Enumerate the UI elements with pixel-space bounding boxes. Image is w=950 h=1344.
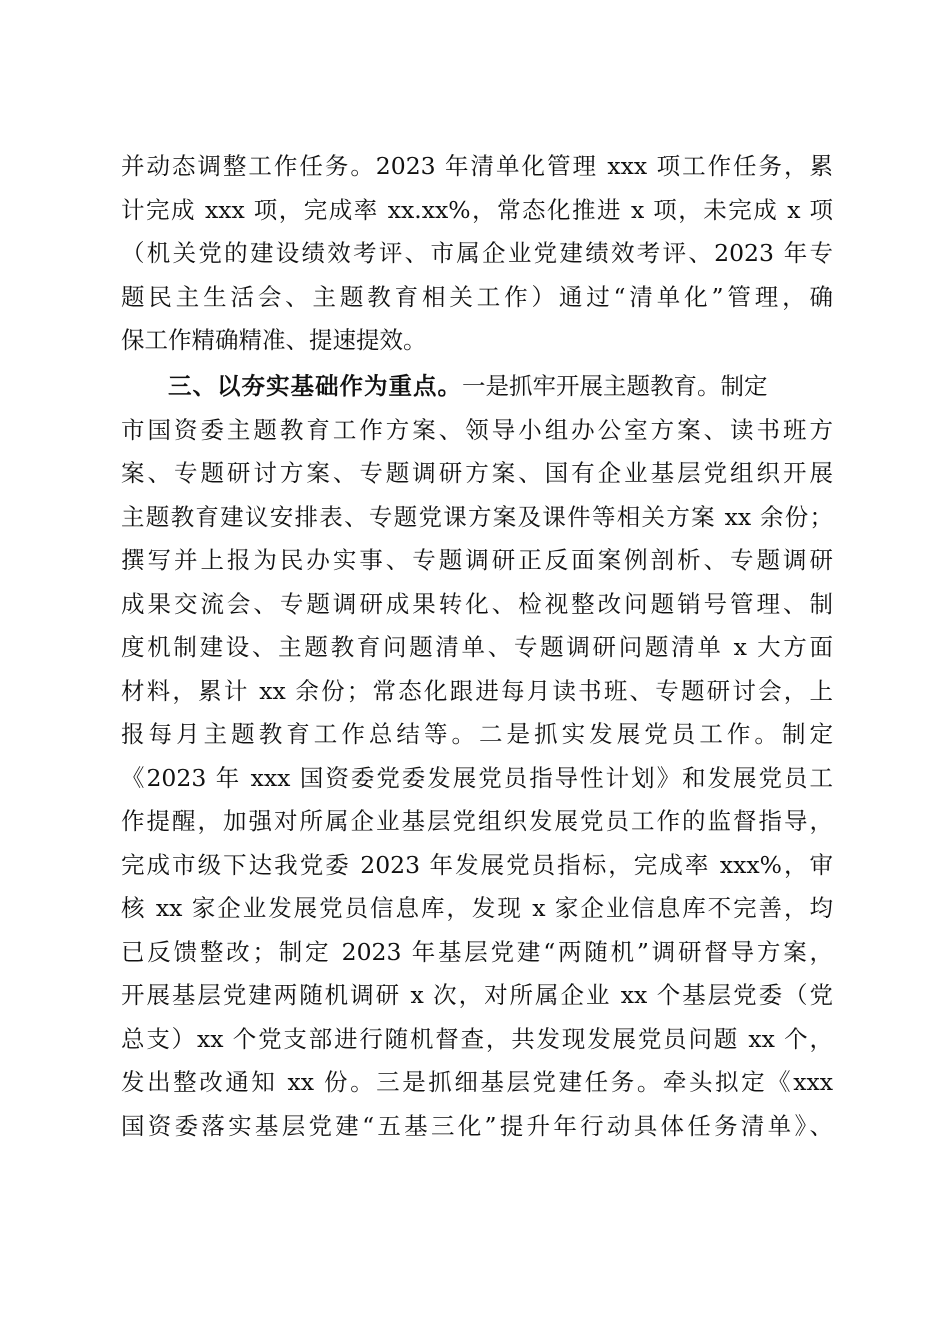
paragraph-line: 《2023 年 xxx 国资委党委发展党员指导性计划》和发展党员工 bbox=[121, 763, 833, 792]
section-3-first-line bbox=[121, 365, 833, 409]
paragraph-line: 国资委落实基层党建“五基三化”提升年行动具体任务清单》、 bbox=[121, 1111, 833, 1140]
paragraph-line: 开展基层党建两随机调研 x 次，对所属企业 xx 个基层党委（党 bbox=[121, 981, 833, 1009]
paragraph-line: 材料，累计 xx 余份；常态化跟进每月读书班、专题研讨会，上 bbox=[121, 676, 833, 705]
paragraph-line: 并动态调整工作任务。2023 年清单化管理 xxx 项工作任务，累 bbox=[121, 152, 833, 180]
paragraph-line: 题民主生活会、主题教育相关工作）通过“清单化”管理，确 bbox=[121, 282, 833, 311]
paragraph-line: 完成市级下达我党委 2023 年发展党员指标，完成率 xxx%，审 bbox=[121, 850, 833, 879]
paragraph-line: （机关党的建设绩效考评、市属企业党建绩效考评、2023 年专 bbox=[121, 239, 833, 267]
section-3-first-line-text: 一是抓牢开展主题教育。制定 bbox=[462, 372, 768, 400]
paragraph-line: 报每月主题教育工作总结等。二是抓实发展党员工作。制定 bbox=[121, 720, 833, 748]
paragraph-line: 撰写并上报为民办实事、专题调研正反面案例剖析、专题调研 bbox=[121, 546, 833, 574]
section-3-paragraph bbox=[121, 365, 833, 1148]
paragraph-line: 核 xx 家企业发展党员信息库，发现 x 家企业信息库不完善，均 bbox=[121, 894, 833, 922]
paragraph-line: 发出整改通知 xx 份。三是抓细基层党建任务。牵头拟定《xxx bbox=[121, 1068, 833, 1096]
paragraph-line: 作提醒，加强对所属企业基层党组织发展党员工作的监督指导， bbox=[121, 807, 833, 835]
paragraph-line: 保工作精确精准、提速提效。 bbox=[121, 326, 427, 354]
paragraph-line: 已反馈整改；制定 2023 年基层党建“两随机”调研督导方案， bbox=[121, 937, 833, 966]
paragraph-line: 计完成 xxx 项，完成率 xx.xx%，常态化推进 x 项，未完成 x 项 bbox=[121, 195, 833, 224]
paragraph-task-list bbox=[121, 145, 833, 363]
paragraph-line: 成果交流会、专题调研成果转化、检视整改问题销号管理、制 bbox=[121, 589, 833, 618]
paragraph-line: 主题教育建议安排表、专题党课方案及课件等相关方案 xx 余份； bbox=[121, 502, 833, 531]
section-3-heading: 三、以夯实基础作为重点。 bbox=[168, 372, 462, 400]
paragraph-line: 总支）xx 个党支部进行随机督查，共发现发展党员问题 xx 个， bbox=[121, 1024, 833, 1053]
paragraph-line: 案、专题研讨方案、专题调研方案、国有企业基层党组织开展 bbox=[121, 459, 833, 487]
paragraph-line: 市国资委主题教育工作方案、领导小组办公室方案、读书班方 bbox=[121, 415, 833, 444]
paragraph-line: 度机制建设、主题教育问题清单、专题调研问题清单 x 大方面 bbox=[121, 633, 833, 661]
